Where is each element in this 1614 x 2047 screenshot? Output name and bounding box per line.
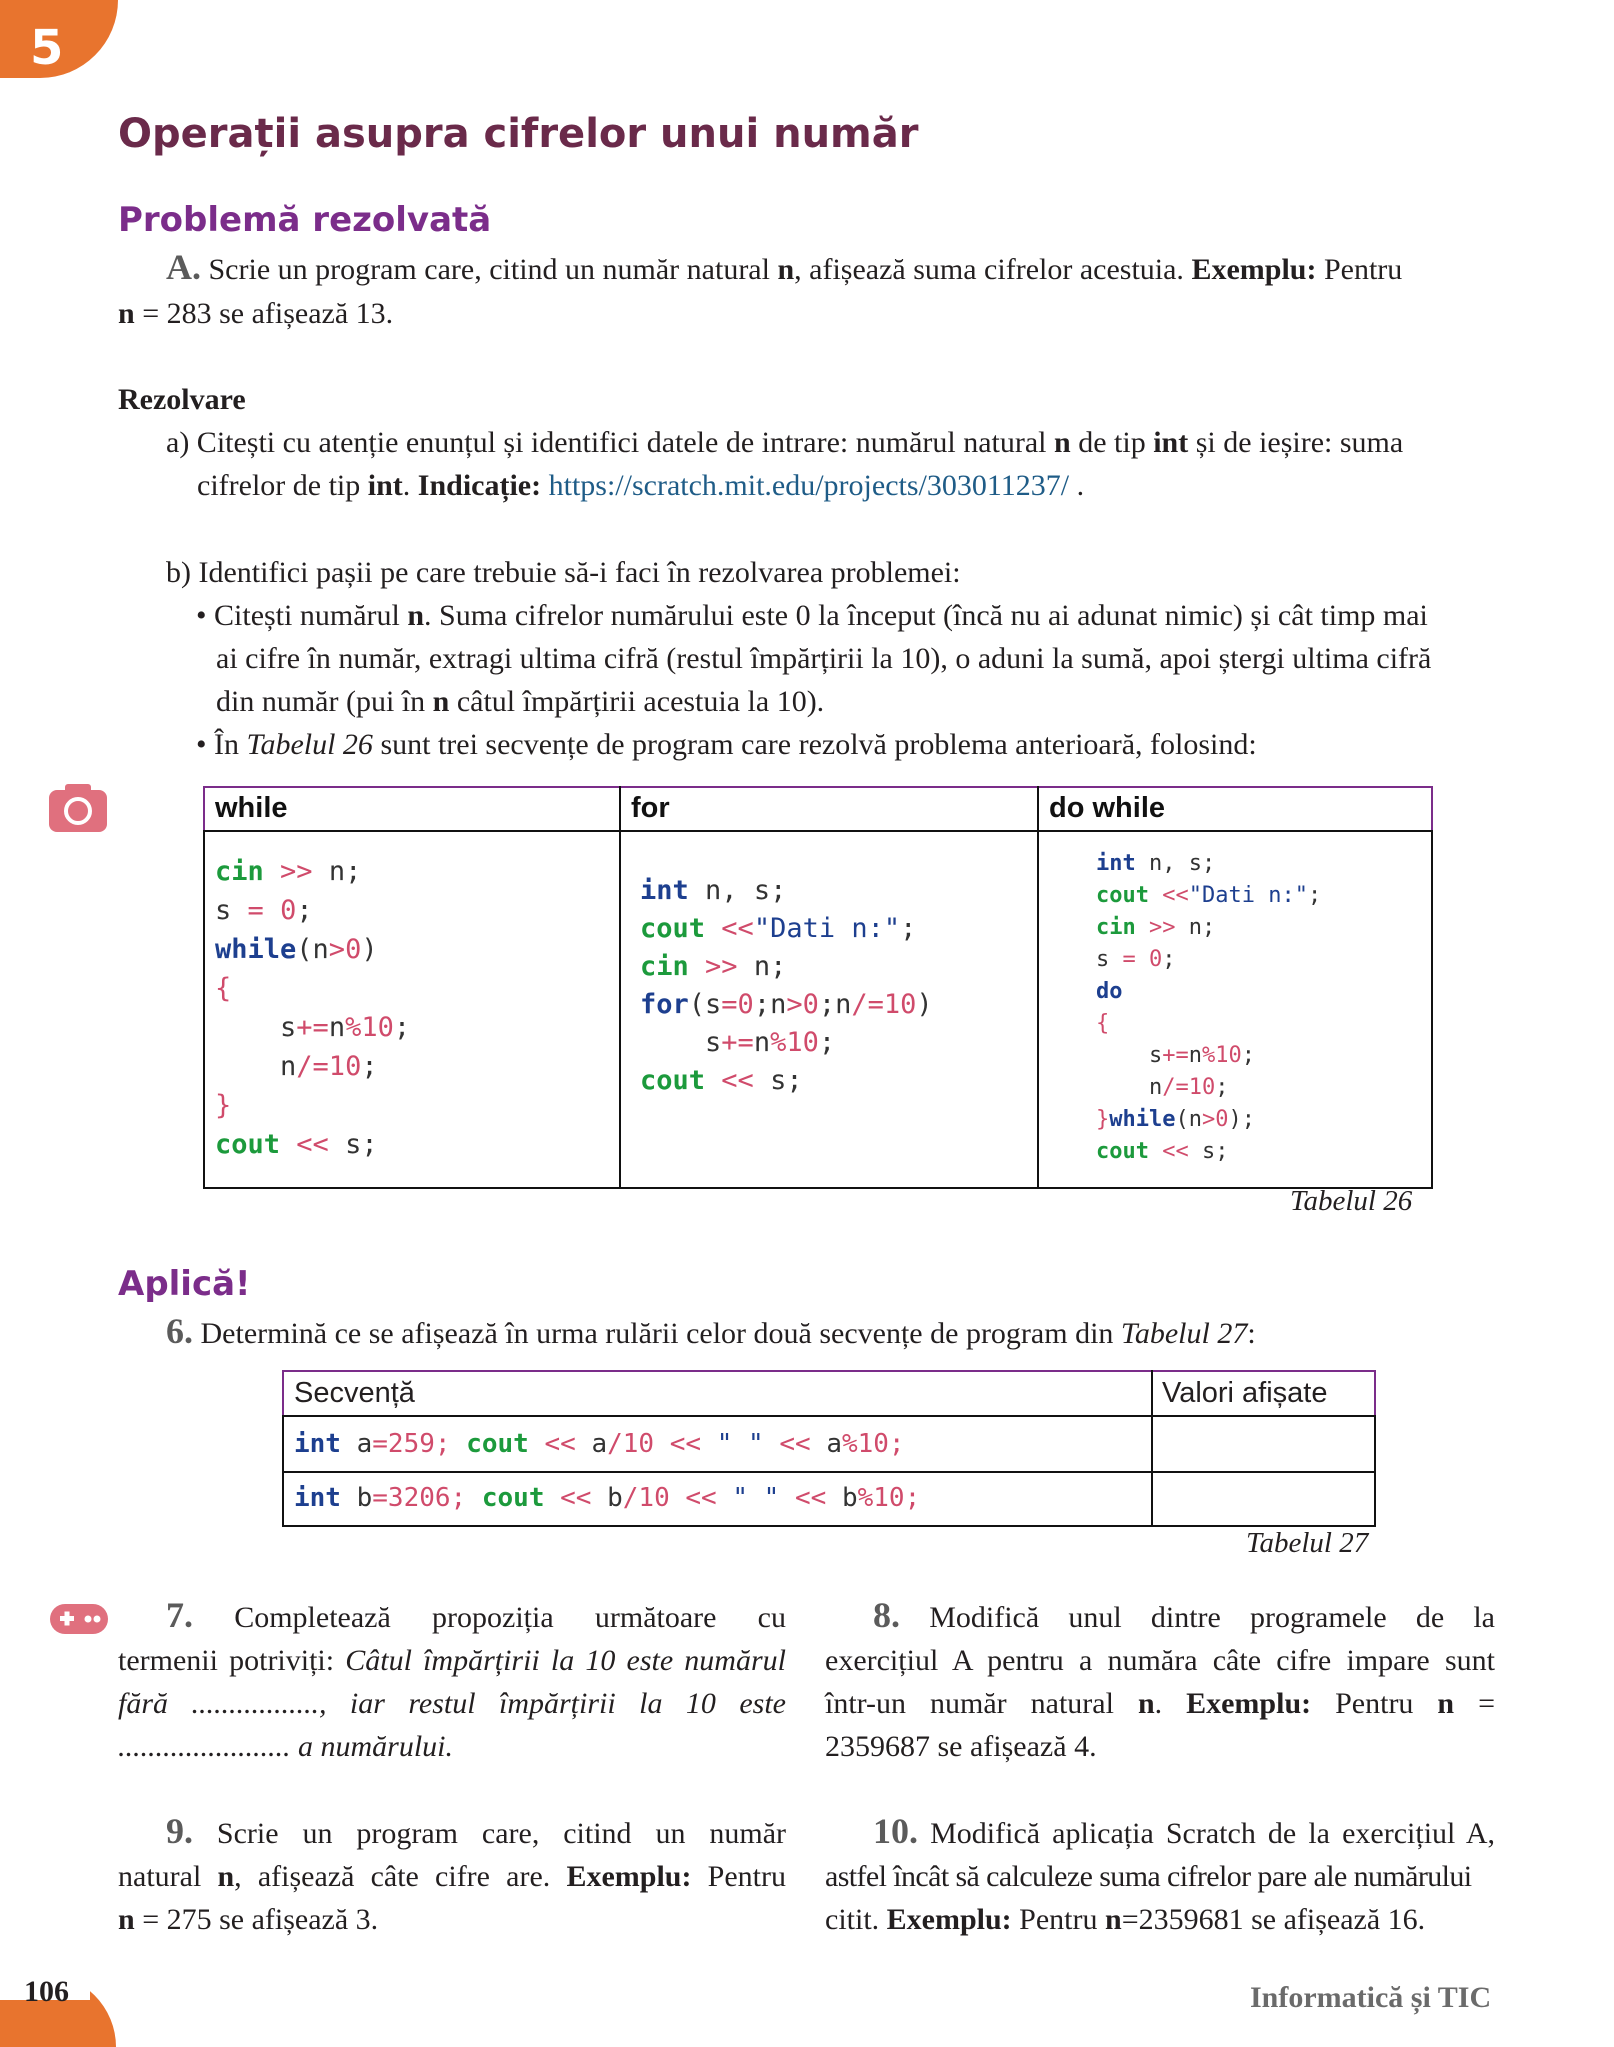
exercise-9: 9. Scrie un program care, citind un număr natural n, afișează câte cifre are. Exemplu: Pentru n = 275 se afișează 3. (118, 1811, 786, 1936)
bullet-1-line1: • Citești numărul n. Suma cifrelor numărului este 0 la început (încă nu ai adunat nimic) și cât timp mai (196, 599, 1428, 632)
step-a-line1: a) Citești cu atenție enunțul și identifici datele de intrare: numărul natural n de tip int și de ieșire: suma (166, 426, 1404, 459)
table-27-header-values: Valori afișate (1162, 1377, 1328, 1409)
table-26 (203, 786, 1433, 1189)
table-26-caption: Tabelul 26 (1290, 1185, 1413, 1217)
chapter-number: 5 (30, 20, 64, 76)
section-heading-apply: Aplică! (118, 1264, 251, 1304)
bullet-1-line2: ai cifre în număr, extragi ultima cifră (restul împărțirii la 10), o aduni la sumă, apoi ștergi ultima cifră (216, 642, 1432, 675)
table-26-header-row (203, 786, 1433, 832)
rezolvare-heading: Rezolvare (118, 383, 246, 416)
exercise-8: 8. Modifică unul dintre programele de la exercițiul A pentru a număra câte cifre impare sunt într-un număr natural n. Exemplu: Pentru n = 2359687 se afișează 4. (825, 1595, 1496, 1763)
exercise-7: 7. Completează propoziția următoare cu termenii potriviți: Câtul împărțirii la 10 este numărul fără ................., iar restul împărțirii la 10 este ....................... a numărului. (118, 1595, 786, 1763)
problem-a-letter: A. (166, 247, 201, 287)
step-a-line2: cifrelor de tip int. Indicație: https://scratch.mit.edu/projects/303011237/ . (197, 469, 1085, 502)
camera-icon (47, 782, 109, 834)
exercise-10: 10. Modifică aplicația Scratch de la exercițiul A, astfel încât să calculeze suma cifrelor pare ale numărului citit. Exemplu: Pentru n=2359681 se afișează 16. (825, 1811, 1495, 1936)
footer-title: Informatică și TIC (1250, 1981, 1492, 2014)
section-heading-solved: Problemă rezolvată (118, 200, 492, 240)
table-26-header-while: while (215, 792, 288, 824)
bullet-2: • În Tabelul 26 sunt trei secvențe de program care rezolvă problema anterioară, folosind: (196, 728, 1257, 761)
code-dowhile: int n, s; cout <<"Dati n:"; cin >> n; s = 0; do { s+=n%10; n/=10; }while(n>0); cout << s; (1096, 851, 1322, 1164)
table-27-caption: Tabelul 27 (1246, 1527, 1369, 1559)
table-27-row-2: int b=3206; cout << b/10 << " " << b%10; (294, 1483, 921, 1513)
step-b-intro: b) Identifici pașii pe care trebuie să-i faci în rezolvarea problemei: (166, 556, 961, 589)
table-26-header-dowhile: do while (1049, 792, 1165, 824)
bullet-1-line3: din număr (pui în n câtul împărțirii acestuia la 10). (216, 685, 825, 718)
page-title: Operații asupra cifrelor unui număr (118, 111, 919, 157)
problem-a-line2: n = 283 se afișează 13. (118, 297, 394, 330)
table-27-header-sequence: Secvență (294, 1377, 415, 1409)
table-27 (282, 1370, 1376, 1527)
code-while: cin >> n; s = 0; while(n>0) { s+=n%10; n/=10; } cout << s; (215, 856, 411, 1160)
problem-a-line1: A. Scrie un program care, citind un număr natural n, afișează suma cifrelor acestuia. Exemplu: Pentru (166, 247, 1403, 287)
page-number: 106 (24, 1975, 69, 2008)
exercise-6: 6. Determină ce se afișează în urma rulării celor două secvențe de program din Tabelul 27: (166, 1311, 1256, 1351)
table-27-row-1: int a=259; cout << a/10 << " " << a%10; (294, 1429, 905, 1459)
table-26-header-for: for (631, 792, 670, 824)
code-for: int n, s; cout <<"Dati n:"; cin >> n; for(s=0;n>0;n/=10) s+=n%10; cout << s; (640, 875, 933, 1096)
scratch-link[interactable]: https://scratch.mit.edu/projects/303011237/ (541, 469, 1070, 502)
gamepad-icon (48, 1602, 110, 1636)
